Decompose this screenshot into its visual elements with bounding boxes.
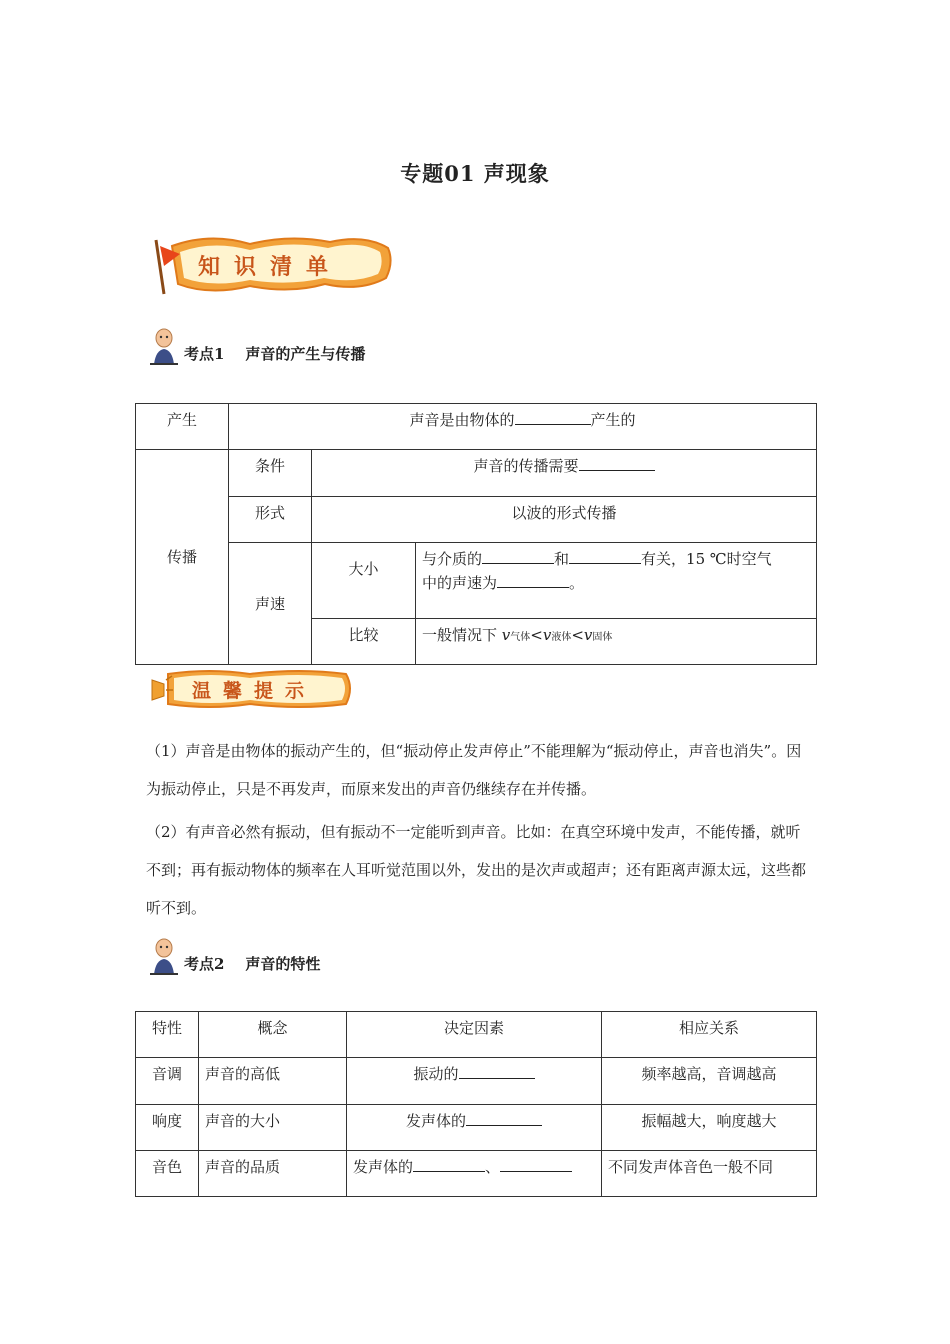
table-row [136, 404, 817, 450]
knowledge-list-banner [150, 232, 395, 298]
table-cell [347, 1151, 602, 1197]
table-cell: 声音的高低 [199, 1058, 347, 1105]
answer-blank [413, 1157, 485, 1172]
cell-text: 。 [569, 574, 585, 592]
table-row [136, 1105, 817, 1151]
table-cell: 音调 [136, 1058, 199, 1105]
table-cell: 振幅越大，响度越大 [602, 1105, 817, 1151]
subscript: 液体 [551, 632, 572, 643]
table-row [136, 543, 817, 619]
cell-text: 发声体的 [353, 1158, 414, 1176]
table-cell: 传播 [136, 450, 229, 665]
cell-text: 有关，15 ℃时空气 [641, 550, 772, 568]
table-header: 特性 [136, 1012, 199, 1058]
table-cell [416, 543, 817, 619]
table-cell: 声速 [229, 543, 312, 665]
table-header: 概念 [199, 1012, 347, 1058]
table-cell [347, 1058, 602, 1105]
answer-blank [500, 1157, 572, 1172]
sound-production-table [135, 403, 817, 665]
table-cell: 产生 [136, 404, 229, 450]
velocity-symbol: v [583, 626, 593, 644]
answer-blank [459, 1064, 535, 1079]
table-header: 决定因素 [347, 1012, 602, 1058]
banner-title: 温馨提示 [192, 680, 317, 702]
cell-text: 一般情况下 [422, 626, 498, 644]
table-cell [347, 1105, 602, 1151]
cell-text: 中的声速为 [422, 574, 498, 592]
answer-blank [515, 410, 591, 425]
teacher-icon [150, 328, 178, 366]
table-row [136, 450, 817, 497]
table-cell [416, 619, 817, 665]
cell-text: 与介质的 [422, 550, 483, 568]
cell-text: 声音是由物体的 [409, 411, 515, 429]
table-cell: 大小 [312, 543, 416, 619]
answer-blank [497, 573, 569, 588]
tip-paragraph: （1）声音是由物体的振动产生的，但“振动停止发声停止”不能理解为“振动停止，声音也消失”。因为振动停止，只是不再发声，而原来发出的声音仍继续存在并传播。 [146, 742, 802, 799]
table-cell: 响度 [136, 1105, 199, 1151]
subscript: 气体 [510, 632, 531, 643]
table-cell: 不同发声体音色一般不同 [602, 1151, 817, 1197]
sound-characteristics-table [135, 1011, 817, 1197]
subscript: 固体 [592, 632, 613, 643]
table-cell [312, 450, 817, 497]
less-than-sign: < [571, 626, 584, 644]
cell-text: 和 [554, 550, 570, 568]
teacher-icon [150, 938, 178, 976]
table-header-row [136, 1012, 817, 1058]
cell-text: 产生的 [590, 411, 636, 429]
table-row [136, 1151, 817, 1197]
less-than-sign: < [530, 626, 543, 644]
table-cell: 条件 [229, 450, 312, 497]
table-cell: 音色 [136, 1151, 199, 1197]
tip-paragraph: （2）有声音必然有振动，但有振动不一定能听到声音。比如：在真空环境中发声，不能传播，就听不到；再有振动物体的频率在人耳听觉范围以外，发出的是次声或超声；还有距离声源太远，这些都听不到。 [146, 822, 807, 917]
table-cell: 形式 [229, 497, 312, 543]
table-cell: 以波的形式传播 [312, 497, 817, 543]
table-row [136, 1058, 817, 1105]
table-cell [229, 404, 817, 450]
table-header: 相应关系 [602, 1012, 817, 1058]
table-row [136, 497, 817, 543]
table-cell: 比较 [312, 619, 416, 665]
answer-blank [466, 1111, 542, 1126]
banner-title: 知识清单 [198, 254, 343, 280]
tips-text [146, 732, 806, 931]
cell-text: 发声体的 [405, 1112, 466, 1130]
section-heading-1 [150, 326, 365, 366]
cell-text: 、 [485, 1158, 501, 1176]
cell-text: 声音的传播需要 [473, 457, 579, 475]
cell-text: 振动的 [413, 1065, 459, 1083]
answer-blank [579, 456, 655, 471]
section-heading-label: 考点1 声音的产生与传播 [184, 345, 366, 363]
velocity-symbol: v [542, 626, 552, 644]
section-heading-label: 考点2 声音的特性 [184, 955, 321, 973]
table-cell: 声音的大小 [199, 1105, 347, 1151]
answer-blank [482, 549, 554, 564]
table-cell: 频率越高，音调越高 [602, 1058, 817, 1105]
answer-blank [569, 549, 641, 564]
tips-banner [150, 666, 355, 712]
page-title: 专题01 声现象 [400, 161, 550, 186]
table-cell: 声音的品质 [199, 1151, 347, 1197]
section-heading-2 [150, 936, 320, 976]
velocity-symbol: v [501, 626, 511, 644]
